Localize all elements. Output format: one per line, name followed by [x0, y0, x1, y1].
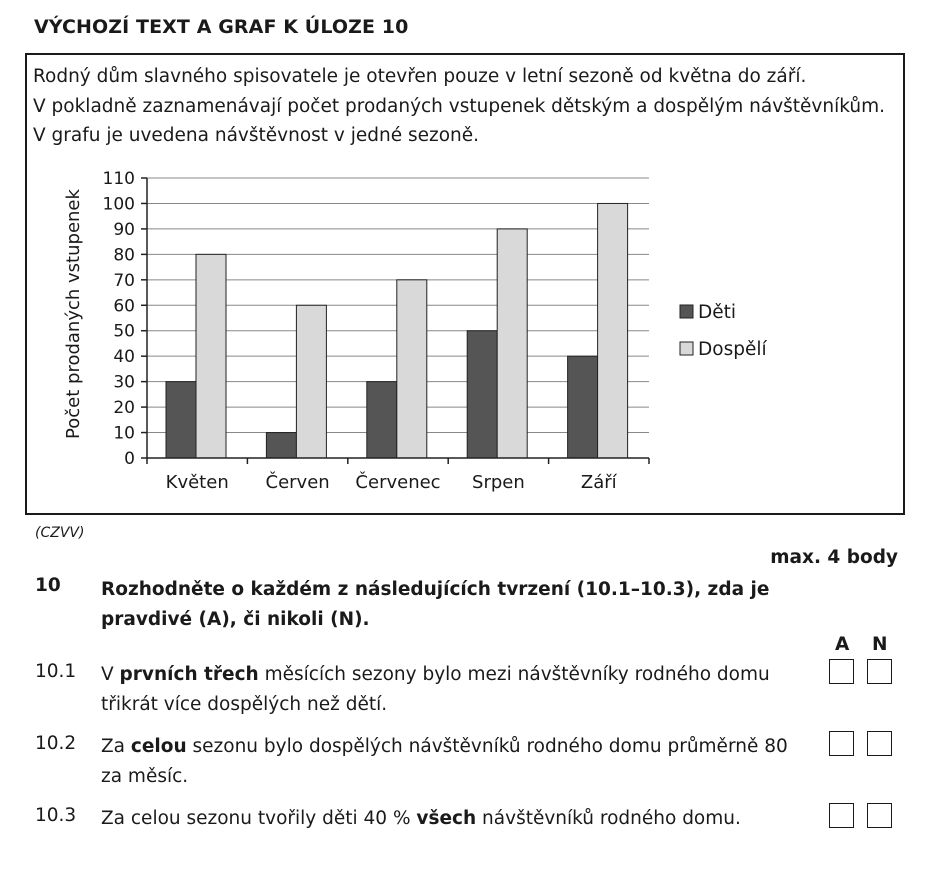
max-points: max. 4 body [770, 547, 898, 568]
y-tick-label: 20 [113, 398, 135, 419]
answer-checkbox-n[interactable] [867, 803, 892, 828]
y-tick-label: 60 [113, 296, 135, 317]
y-tick-label: 30 [113, 372, 135, 393]
x-tick-label: Červenec [355, 472, 441, 493]
legend-swatch [680, 342, 693, 355]
bar-děti [266, 433, 296, 458]
answer-checkbox-n[interactable] [867, 731, 892, 756]
y-tick-label: 70 [113, 270, 135, 291]
statement-text: Za celou sezonu tvořily děti 40 % všech návštěvníků rodného domu. [101, 808, 741, 829]
legend-label: Dospělí [698, 339, 767, 360]
bar-děti [367, 382, 397, 458]
statement-text: V prvních třech měsících sezony bylo mezi návštěvníky rodného domu třikrát více dospělých než dětí. [101, 664, 770, 715]
statement-number: 10.2 [35, 733, 77, 754]
bar-dospělí [397, 280, 427, 458]
bar-dospělí [497, 229, 527, 458]
y-tick-label: 0 [124, 449, 135, 469]
statement-text: Za celou sezonu bylo dospělých návštěvníků rodného domu průměrně 80 za měsíc. [101, 736, 788, 787]
answer-checkbox-a[interactable] [829, 659, 854, 684]
column-header-n: N [872, 634, 888, 655]
intro-line: V grafu je uvedena návštěvnost v jedné sezoně. [33, 125, 480, 146]
x-tick-label: Září [580, 472, 617, 493]
y-tick-label: 40 [113, 347, 135, 368]
answer-checkbox-n[interactable] [867, 659, 892, 684]
bar-děti [166, 382, 196, 458]
x-tick-label: Květen [165, 472, 229, 493]
emphasis: celou [130, 736, 187, 757]
intro-line: V pokladně zaznamenávají počet prodaných vstupenek dětským a dospělým návštěvníkům. [33, 95, 886, 117]
y-tick-label: 10 [113, 423, 135, 444]
answer-checkbox-a[interactable] [829, 803, 854, 828]
x-tick-label: Srpen [472, 472, 525, 493]
y-tick-label: 50 [113, 321, 135, 342]
section-heading: VÝCHOZÍ TEXT A GRAF K ÚLOZE 10 [34, 16, 409, 38]
bar-dospělí [196, 254, 226, 458]
statement-number: 10.1 [35, 661, 77, 682]
y-tick-label: 80 [113, 245, 135, 266]
bar-dospělí [598, 203, 628, 458]
source-credit: (CZVV) [35, 525, 85, 541]
bar-děti [467, 331, 497, 458]
question-prompt: Rozhodněte o každém z následujících tvrzení (10.1–10.3), zda je pravdivé (A), či nikoli (N). [101, 579, 770, 630]
legend-label: Děti [698, 302, 737, 323]
question-number: 10 [35, 575, 61, 596]
y-tick-label: 110 [102, 169, 135, 189]
intro-line: Rodný dům slavného spisovatele je otevřen pouze v letní sezoně od května do září. [33, 66, 807, 87]
y-axis-label: Počet prodaných vstupenek [63, 189, 84, 439]
answer-checkbox-a[interactable] [829, 731, 854, 756]
column-header-a: A [835, 634, 850, 655]
bar-děti [568, 356, 598, 458]
statement-number: 10.3 [35, 805, 77, 826]
bar-dospělí [296, 305, 326, 458]
legend-swatch [680, 305, 693, 318]
emphasis: všech [416, 808, 477, 829]
emphasis: prvních třech [119, 664, 259, 685]
y-tick-label: 90 [113, 219, 135, 240]
y-tick-label: 100 [102, 194, 135, 215]
x-tick-label: Červen [265, 472, 330, 493]
